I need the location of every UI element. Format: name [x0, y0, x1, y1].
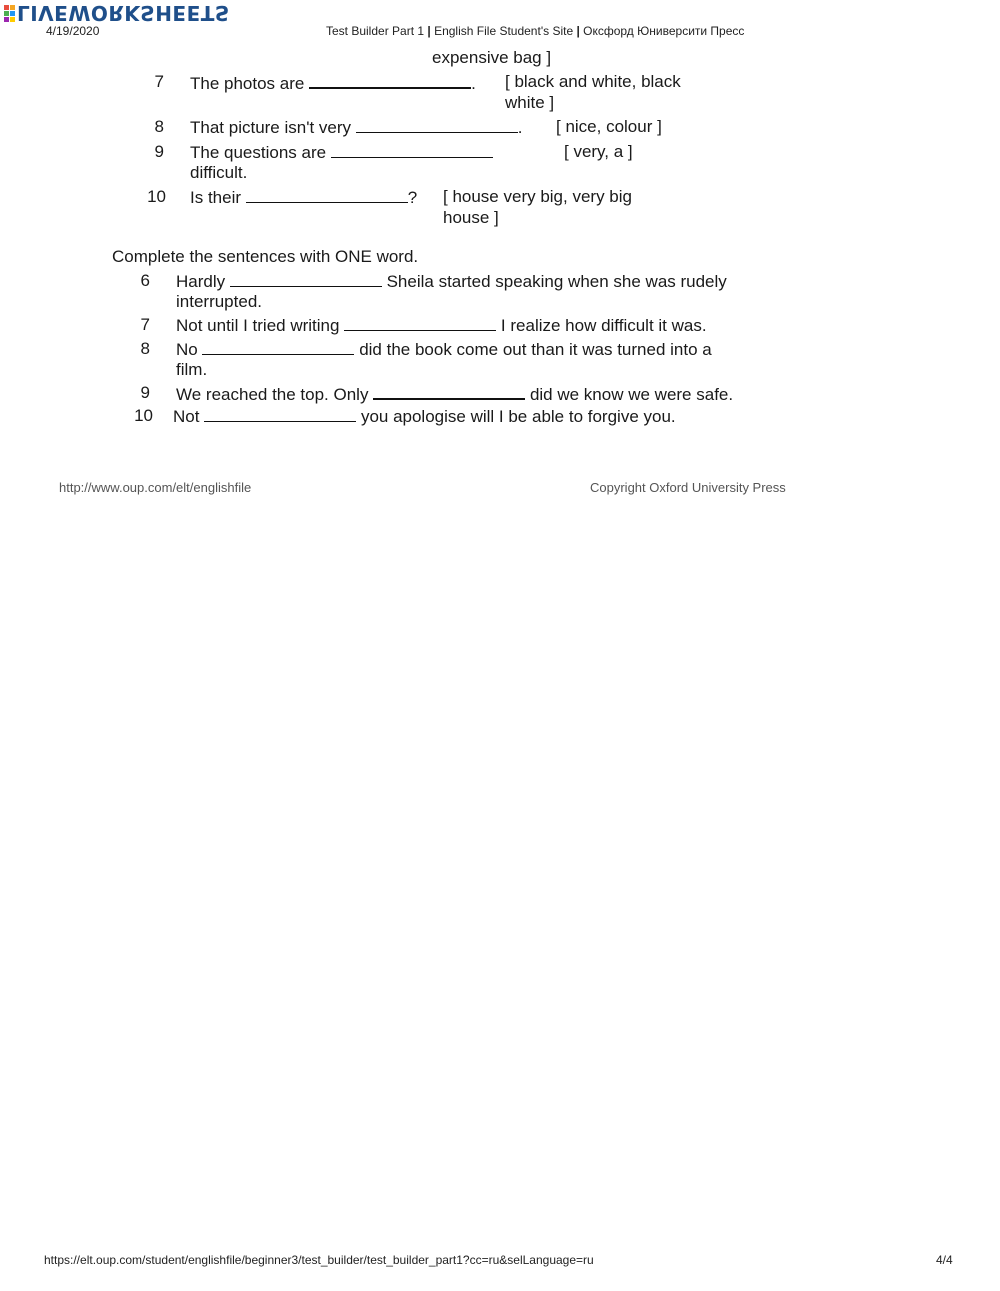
- question-number: 9: [154, 142, 164, 161]
- question-b6: [176, 270, 727, 292]
- question-punct: .: [471, 74, 476, 93]
- question-punct: ?: [407, 188, 418, 207]
- page-number: 4/4: [936, 1253, 953, 1267]
- title-part-3: Оксфорд Юниверсити Пресс: [579, 24, 745, 38]
- question-number: 10: [147, 187, 166, 206]
- footer-copyright: Copyright Oxford University Press: [590, 480, 786, 495]
- question-continuation: film.: [176, 360, 208, 379]
- print-date: 4/19/2020: [46, 24, 100, 38]
- question-text: The photos are: [190, 74, 305, 93]
- logo-mark-icon: [4, 5, 15, 22]
- question-number: 10: [134, 406, 153, 425]
- question-b10: [173, 405, 676, 427]
- title-part-1: Test Builder Part 1: [326, 24, 428, 38]
- question-b8: [176, 338, 712, 360]
- question-a7: [190, 71, 476, 94]
- liveworksheets-logo: [4, 2, 230, 24]
- section-instruction: Complete the sentences with ONE word.: [112, 247, 419, 266]
- question-text: We reached the top. Only: [176, 385, 369, 404]
- question-text: Is their: [190, 188, 242, 207]
- answer-blank[interactable]: [204, 405, 356, 422]
- question-number: 7: [154, 72, 164, 91]
- question-number: 6: [140, 271, 150, 290]
- question-a10: [190, 186, 417, 208]
- answer-blank[interactable]: [356, 116, 518, 133]
- question-number: 9: [140, 383, 150, 402]
- answer-blank[interactable]: [309, 71, 471, 89]
- question-a8: [190, 116, 523, 138]
- question-continuation: difficult.: [190, 163, 248, 182]
- hint-options: [ nice, colour ]: [556, 117, 662, 136]
- title-separator: |: [576, 24, 580, 38]
- question-text-after: I realize how difficult it was.: [500, 316, 707, 335]
- question-text: Not until I tried writing: [176, 316, 340, 335]
- hint-options-cont: house ]: [443, 208, 499, 227]
- page-url: https://elt.oup.com/student/englishfile/beginner3/test_builder/test_builder_part1?cc=ru&selLanguage=ru: [44, 1253, 594, 1267]
- question-text-after: did we know we were safe.: [529, 385, 734, 404]
- question-text: Not: [173, 407, 200, 426]
- answer-blank[interactable]: [202, 338, 354, 355]
- answer-blank[interactable]: [246, 186, 408, 203]
- question-b9: [176, 382, 733, 405]
- question-text-after: Sheila started speaking when she was rudely: [386, 272, 727, 291]
- hint-options-cont: white ]: [505, 93, 555, 112]
- answer-blank[interactable]: [230, 270, 382, 287]
- answer-blank[interactable]: [331, 141, 493, 158]
- answer-blank[interactable]: [344, 314, 496, 331]
- question-text-after: did the book come out than it was turned into a: [359, 340, 712, 359]
- page-title: [326, 24, 744, 38]
- question-text: No: [176, 340, 198, 359]
- logo-text: LIVEWORKSHEETS: [17, 1, 230, 25]
- hint-options: [ very, a ]: [564, 142, 633, 161]
- title-separator: |: [427, 24, 431, 38]
- question-text: The questions are: [190, 143, 327, 162]
- question-punct: .: [517, 118, 523, 137]
- question-number: 8: [140, 339, 150, 358]
- hint-options: [ house very big, very big: [443, 187, 632, 206]
- question-number: 7: [140, 315, 150, 334]
- answer-blank[interactable]: [373, 382, 525, 400]
- question-a9: [190, 141, 493, 163]
- question-number: 8: [154, 117, 164, 136]
- question-text-after: you apologise will I be able to forgive you.: [360, 407, 676, 426]
- question-b7: [176, 314, 707, 336]
- carry-over-hint: expensive bag ]: [432, 48, 552, 67]
- question-continuation: interrupted.: [176, 292, 262, 311]
- hint-options: [ black and white, black: [505, 72, 681, 91]
- question-text: Hardly: [176, 272, 226, 291]
- footer-url: http://www.oup.com/elt/englishfile: [59, 480, 252, 495]
- title-part-2: English File Student's Site: [430, 24, 577, 38]
- question-text: That picture isn't very: [190, 118, 352, 137]
